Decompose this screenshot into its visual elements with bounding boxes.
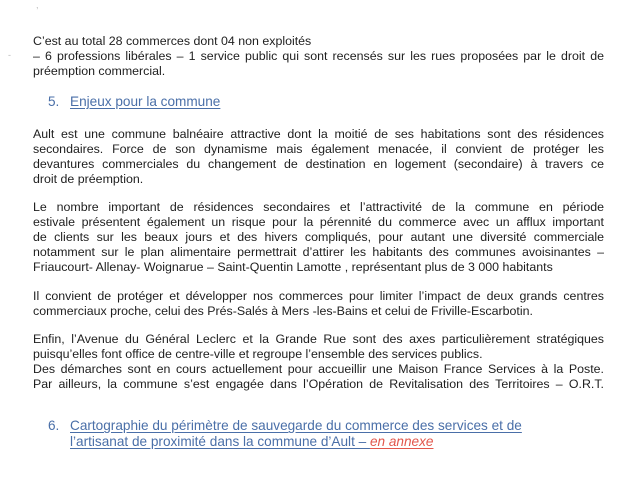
paragraph-line: notamment sur le plan alimentaire permettrait d’attirer les habitants des communes avoisinantes –: [33, 245, 604, 259]
stray-mark: -: [8, 50, 11, 60]
section-title-line: Cartographie du périmètre de sauvegarde du commerce des services et de: [70, 418, 522, 433]
annex-link[interactable]: en annexe: [369, 434, 434, 449]
paragraph-line: Par ailleurs, la commune s’est engagée dans l’Opération de Revitalisation des Territoires – O.R.T.: [33, 377, 604, 391]
section-6-heading: [48, 418, 522, 434]
section-title: Enjeux pour la commune: [70, 94, 221, 109]
intro-line: C’est au total 28 commerces dont 04 non exploités: [33, 34, 312, 48]
paragraph-line: puisqu’elles font office de centre-ville et regroupe l’ensemble des services publics.: [33, 347, 483, 361]
paragraph-line: secondaires. Force de son dynamisme mais également menacée, il convient de protéger les: [33, 142, 604, 156]
intro-line: – 6 professions libérales – 1 service public qui sont recensés sur les rues proposées par le droit de: [33, 49, 604, 63]
paragraph-line: Le nombre important de résidences secondaires et l’attractivité de la commune en période: [33, 200, 604, 214]
section-6-heading-line2: [70, 434, 433, 450]
section-5-heading: [48, 94, 220, 110]
section-number: 6.: [48, 418, 60, 433]
paragraph-line: estivale présentent également un risque pour la pérennité du commerce avec un afflux important: [33, 215, 604, 229]
paragraph-line: de clients sur les beaux jours et des hivers compliqués, pour autant une diversité commerciale: [33, 230, 604, 244]
section-number: 5.: [48, 94, 60, 109]
paragraph-line: droit de préemption.: [33, 172, 144, 186]
paragraph-line: Enfin, l’Avenue du Général Leclerc et la Grande Rue sont des axes particulièrement stratégiques: [33, 332, 604, 346]
stray-mark: ,: [36, 0, 39, 10]
section-title-line: l’artisanat de proximité dans la commune d’Ault –: [70, 434, 370, 449]
paragraph-line: Friaucourt- Allenay- Woignarue – Saint-Quentin Lamotte , représentant plus de 3 000 habitants: [33, 260, 553, 274]
paragraph-line: Il convient de protéger et développer nos commerces pour limiter l’impact de deux grands centres: [33, 289, 604, 303]
intro-line: préemption commercial.: [33, 64, 166, 78]
paragraph-line: Ault est une commune balnéaire attractive dont la moitié de ses habitations sont des résidences: [33, 127, 604, 141]
paragraph-line: devantures commerciales du changement de destination en logement (secondaire) à travers ce: [33, 157, 604, 171]
paragraph-line: commerciaux proche, celui des Prés-Salés à Mers -les-Bains et celui de Friville-Escarbotin.: [33, 304, 533, 318]
paragraph-line: Des démarches sont en cours actuellement pour accueillir une Maison France Services à la Poste.: [33, 362, 604, 376]
